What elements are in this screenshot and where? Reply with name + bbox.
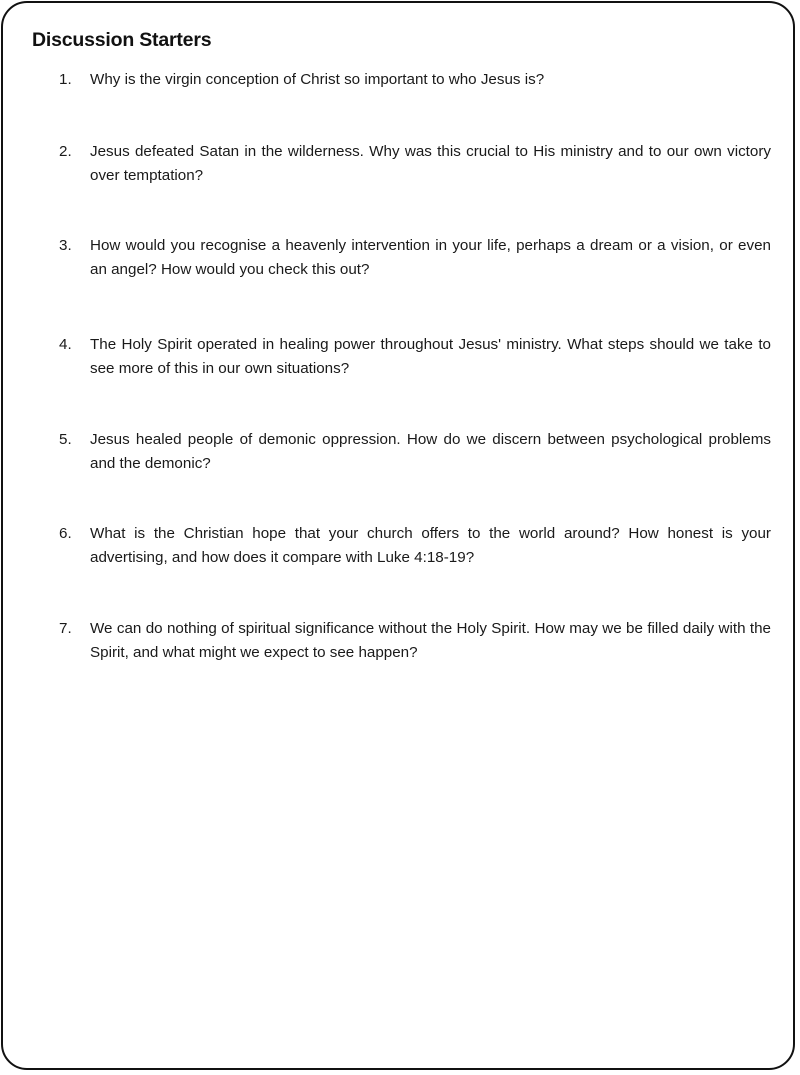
question-item-2 bbox=[59, 140, 771, 188]
question-number: 3. bbox=[59, 237, 72, 254]
question-number: 2. bbox=[59, 143, 72, 160]
question-number: 7. bbox=[59, 620, 72, 637]
question-number: 1. bbox=[59, 71, 72, 88]
question-item-6 bbox=[59, 522, 771, 570]
question-item-1 bbox=[59, 68, 771, 92]
question-item-7 bbox=[59, 617, 771, 665]
question-text: Why is the virgin conception of Christ so important to who Jesus is? bbox=[90, 71, 545, 88]
question-item-3 bbox=[59, 234, 771, 282]
question-text: Jesus defeated Satan in the wilderness. Why was this crucial to His ministry and to our own victory over temptation? bbox=[90, 143, 771, 184]
question-number: 6. bbox=[59, 525, 72, 542]
question-number: 5. bbox=[59, 431, 72, 448]
question-number: 4. bbox=[59, 336, 72, 353]
question-item-5 bbox=[59, 428, 771, 476]
question-text: The Holy Spirit operated in healing power throughout Jesus' ministry. What steps should we take to see more of this in our own situations? bbox=[90, 336, 771, 377]
question-item-4 bbox=[59, 333, 771, 381]
page-title: Discussion Starters bbox=[32, 29, 212, 51]
question-text: What is the Christian hope that your church offers to the world around? How honest is your advertising, and how does it compare with Luke 4:18-19? bbox=[90, 525, 771, 566]
question-text: Jesus healed people of demonic oppression. How do we discern between psychological problems and the demonic? bbox=[90, 431, 771, 472]
question-text: We can do nothing of spiritual significance without the Holy Spirit. How may we be filled daily with the Spirit, and what might we expect to see happen? bbox=[90, 620, 771, 661]
question-text: How would you recognise a heavenly intervention in your life, perhaps a dream or a vision, or even an angel? How would you check this out? bbox=[90, 237, 771, 278]
